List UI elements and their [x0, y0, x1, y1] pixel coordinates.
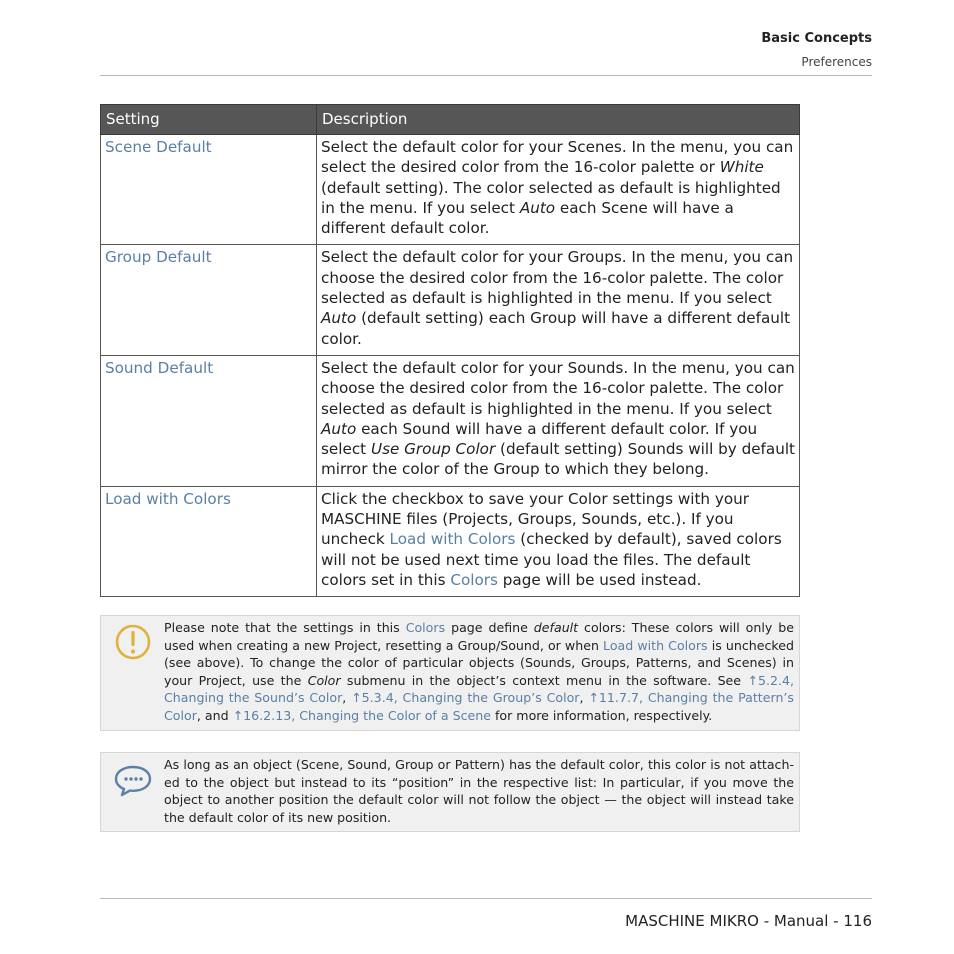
note-text-part: submenu in the object’s context menu in the software. See: [340, 672, 748, 688]
note-box-position-color: [100, 752, 800, 832]
description-text: Click the checkbox to save your Color settings with your MASCHINE files (Projects, Groups, Sounds, etc.). If you uncheck: [321, 489, 750, 549]
note-text-part: for more information, respectively.: [490, 707, 713, 723]
description-text: each Sound will have a different default color. If you select: [321, 419, 758, 459]
header-rule: [100, 75, 872, 76]
description-cell: [317, 135, 800, 245]
footer-rule: [100, 898, 872, 899]
setting-cell: [101, 245, 317, 355]
setting-cell: [101, 135, 317, 245]
table-row: [101, 245, 800, 355]
preferences-table: [100, 104, 800, 597]
header-subsection-title: Preferences: [801, 55, 872, 69]
description-text: Select the default color for your Groups. In the menu, you can choose the desired color from the 16-color palette. The color selected as default is highlighted in the menu. If you select: [321, 248, 794, 308]
xref-link-sound-color[interactable]: ↑5.2.4, Changing the Sound’s Color: [164, 672, 794, 706]
setting-cell: [101, 355, 317, 486]
description-text: page will be used instead.: [497, 570, 702, 589]
description-text: (default setting). The color selected as default is highlighted in the menu. If you select: [321, 178, 781, 217]
description-text: Select the default color for your Sounds. In the menu, you can choose the desired color from the 16-color palette. The color selected as default is highlighted in the menu. If you select: [321, 358, 795, 418]
setting-link-sound-default[interactable]: Sound Default: [105, 358, 214, 377]
description-text: (default setting) Sounds will by default mirror the color of the Group to which they belong.: [321, 440, 796, 479]
description-text: (checked by default), saved colors will not be used next time you load the files. The default colors set in this: [321, 530, 782, 589]
description-emphasis: White: [719, 158, 764, 177]
note-text: [164, 619, 794, 725]
xref-link-pattern-color[interactable]: ↑11.7.7, Changing the Pattern’s Color: [164, 690, 794, 723]
description-text: (default setting) each Group will have a different default color.: [321, 309, 791, 348]
header-section-title: Basic Concepts: [761, 31, 872, 46]
description-cell: [317, 486, 800, 596]
inline-link-colors[interactable]: Colors: [450, 570, 498, 589]
inline-link-colors[interactable]: Colors: [405, 620, 446, 635]
description-emphasis: Auto: [321, 309, 357, 328]
description-text: each Scene will have a different default color.: [321, 198, 734, 238]
inline-link-load-with-colors[interactable]: Load with Colors: [603, 637, 708, 653]
inline-link-load-with-colors[interactable]: Load with Colors: [389, 530, 516, 549]
note-text-part: ,: [342, 690, 352, 706]
note-emphasis: Color: [307, 672, 341, 688]
table-row: [101, 135, 800, 245]
xref-link-scene-color[interactable]: ↑16.2.13, Changing the Color of a Scene: [232, 707, 491, 723]
column-header-description: Description: [317, 105, 800, 135]
note-text-part: , and: [196, 707, 233, 723]
footer-page-label: MASCHINE MIKRO - Manual - 116: [625, 912, 872, 930]
note-text-part: ,: [579, 690, 589, 706]
setting-link-group-default[interactable]: Group Default: [105, 248, 212, 267]
table-row: [101, 355, 800, 486]
description-emphasis: Use Group Color: [370, 440, 496, 459]
note-text-part: Please note that the settings in this: [164, 620, 406, 635]
table-row: [101, 486, 800, 596]
note-box-default-colors: [100, 615, 800, 731]
exclamation-circle-icon: [113, 622, 153, 662]
note-emphasis: default: [533, 620, 579, 635]
note-text-part: is unchecked (see above). To change the color of particular objects (Sounds, Groups, Patterns, and Scenes) in your Project, use the: [164, 637, 794, 688]
note-text: As long as an object (Scene, Sound, Group or Pattern) has the default color, this color is not attach-ed to the object but instead to its “position” in the respective list: In particular, if you move the object to another position the default color will not follow the object — the object will instead take the default color of its new position.: [164, 757, 794, 825]
speech-bubble-icon: [113, 759, 153, 799]
description-emphasis: Auto: [519, 198, 556, 217]
xref-link-group-color[interactable]: ↑5.3.4, Changing the Group’s Color: [351, 690, 580, 706]
note-text-part: colors: These colors will only be used when creating a new Project, resetting a Group/Sound, or when: [164, 620, 794, 653]
description-cell: [317, 355, 800, 486]
setting-link-scene-default[interactable]: Scene Default: [105, 138, 212, 156]
description-cell: [317, 245, 800, 355]
column-header-setting: Setting: [101, 105, 317, 135]
setting-link-load-with-colors[interactable]: Load with Colors: [105, 489, 231, 508]
setting-cell: [101, 486, 317, 596]
note-text-part: page define: [445, 620, 534, 635]
description-text: Select the default color for your Scenes. In the menu, you can select the desired color from the 16-color palette or: [321, 138, 794, 177]
description-emphasis: Auto: [321, 419, 357, 438]
table-header-row: [101, 105, 800, 135]
